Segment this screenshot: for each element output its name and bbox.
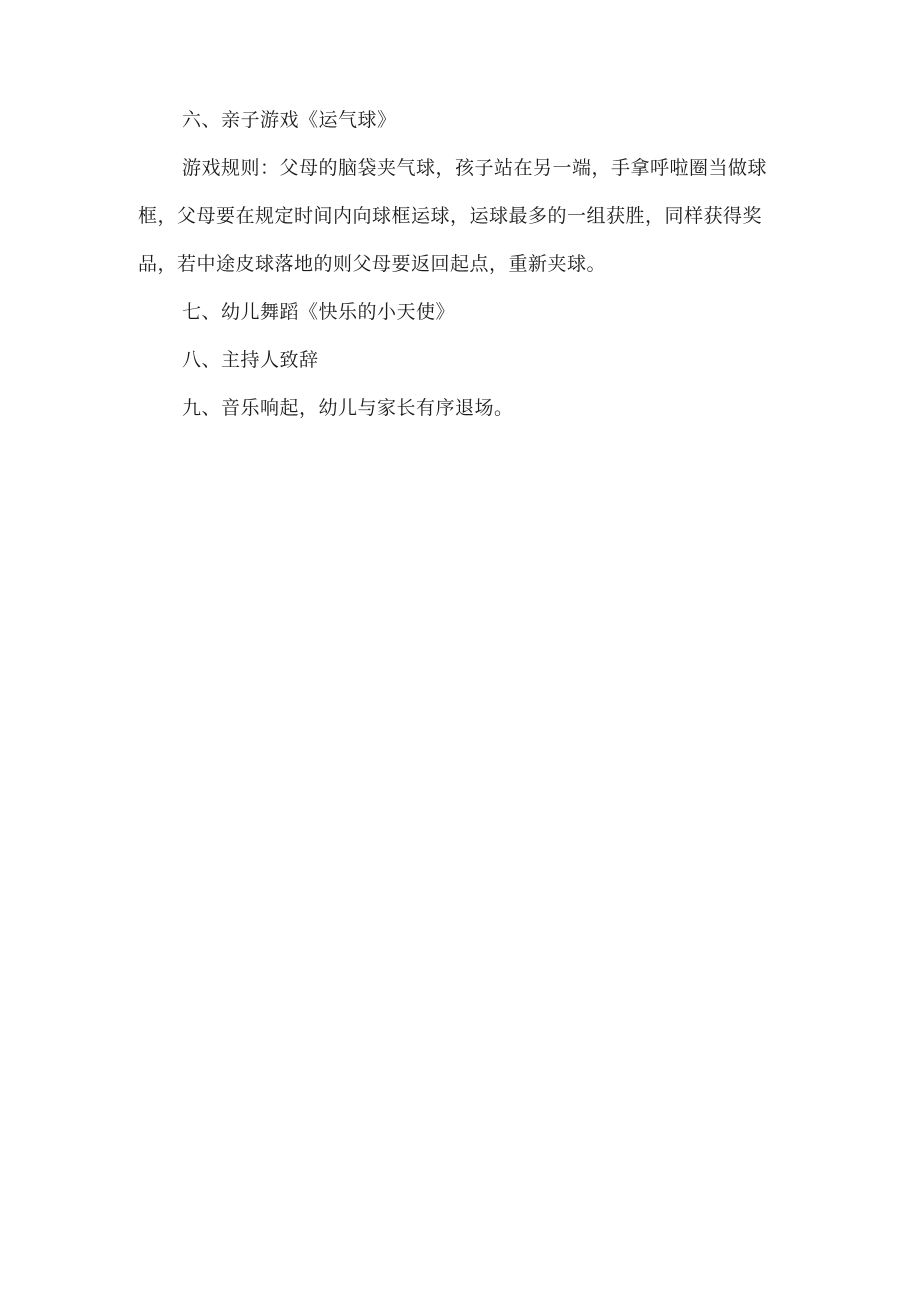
section-heading-closing: 九、音乐响起，幼儿与家长有序退场。: [182, 397, 514, 419]
section-heading-child-dance: 七、幼儿舞蹈《快乐的小天使》: [182, 301, 456, 323]
section-heading-parent-child-game: 六、亲子游戏《运气球》: [182, 109, 397, 131]
game-rules-paragraph: 游戏规则：父母的脑袋夹气球，孩子站在另一端，手拿呼啦圈当做球框，父母要在规定时间内向球框运球，运球最多的一组获胜，同样获得奖品，若中途皮球落地的则父母要返回起点，重新夹球。: [138, 157, 768, 275]
section-heading-host-speech: 八、主持人致辞: [182, 349, 319, 371]
document-body: [138, 96, 790, 432]
